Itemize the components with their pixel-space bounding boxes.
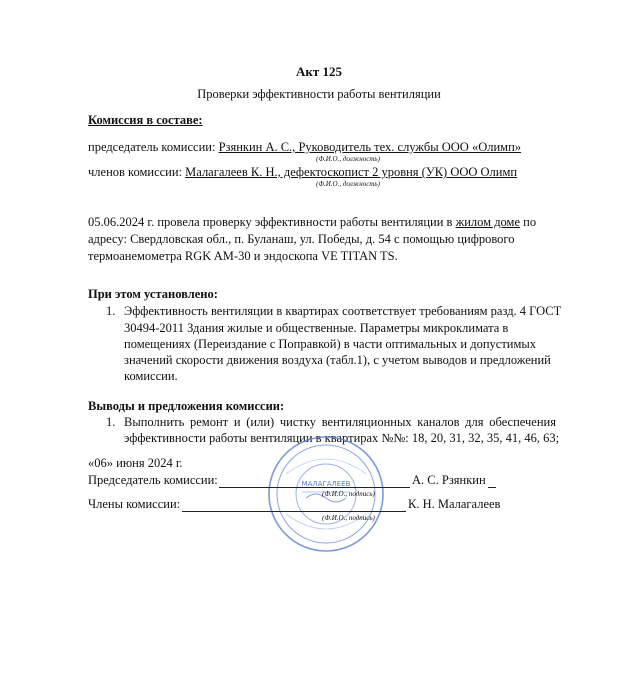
intro-line-2: адресу: Свердловская обл., п. Буланаш, ул. Победы, д. 54 с помощью цифрового	[88, 232, 515, 246]
members-value: Малагалеев К. Н., дефектоскопист 2 уровня (УК) ООО Олимп	[185, 165, 518, 179]
conclusions-number: 1.	[106, 415, 116, 429]
findings-line-2: 30494-2011 Здания жилые и общественные. Параметры микроклимата в	[124, 321, 509, 335]
chair-value: Рзянкин А. С., Руководитель тех. службы ООО «Олимп»	[218, 140, 522, 154]
conclusions-line-2: эффективности работы вентиляции в квартирах №№: 18, 20, 31, 32, 35, 41, 46, 63;	[124, 431, 560, 445]
document-title: Акт 125	[295, 64, 342, 79]
members-row	[88, 165, 517, 180]
sign-members-hint: (Ф.И.О., подпись)	[322, 514, 375, 522]
findings-line-1: Эффективность вентиляции в квартирах соответствует требованиям разд. 4 ГОСТ	[124, 304, 562, 318]
intro-line-3: термоанемометра RGK AM-30 и эндоскопа VE TITAN TS.	[88, 249, 398, 263]
findings-line-4: значений скорости движения воздуха (табл.1), с учетом выводов и предложений	[124, 353, 551, 367]
chair-row	[88, 140, 521, 155]
members-label: членов комиссии:	[88, 165, 183, 179]
sign-chair-name: А. С. Рзянкин	[412, 473, 486, 487]
findings-line-3: помещениях (Переиздание с Поправкой) в части оптимальных и допустимых	[124, 337, 537, 351]
intro-text: 05.06.2024 г. провела проверку эффективности работы вентиляции в	[88, 215, 456, 229]
members-hint: (Ф.И.О., должность)	[316, 180, 380, 188]
intro-line-1	[88, 215, 536, 230]
sign-members-name: К. Н. Малагалеев	[408, 497, 501, 511]
findings-heading: При этом установлено:	[88, 287, 218, 301]
conclusions-line-1: Выполнить ремонт и (или) чистку вентиляционных каналов для обеспечения	[124, 415, 556, 429]
conclusions-heading: Выводы и предложения комиссии:	[88, 399, 285, 413]
commission-heading: Комиссия в составе:	[88, 113, 203, 127]
stamp-center-text: МАЛАГАЛЕЕВ	[301, 480, 351, 488]
document-subtitle: Проверки эффективности работы вентиляции	[197, 87, 441, 101]
chair-hint: (Ф.И.О., должность)	[316, 155, 380, 163]
sign-chair-label: Председатель комиссии:	[88, 473, 218, 487]
intro-text-end: по	[520, 215, 537, 229]
intro-underlined: жилом доме	[455, 215, 521, 229]
sign-chair-hint: (Ф.И.О., подпись)	[322, 490, 375, 498]
date-line: «06» июня 2024 г.	[88, 456, 183, 470]
findings-number: 1.	[106, 304, 116, 318]
findings-line-5: комиссии.	[124, 369, 178, 383]
sign-members-label: Члены комиссии:	[88, 497, 181, 511]
chair-label: председатель комиссии:	[88, 140, 216, 154]
